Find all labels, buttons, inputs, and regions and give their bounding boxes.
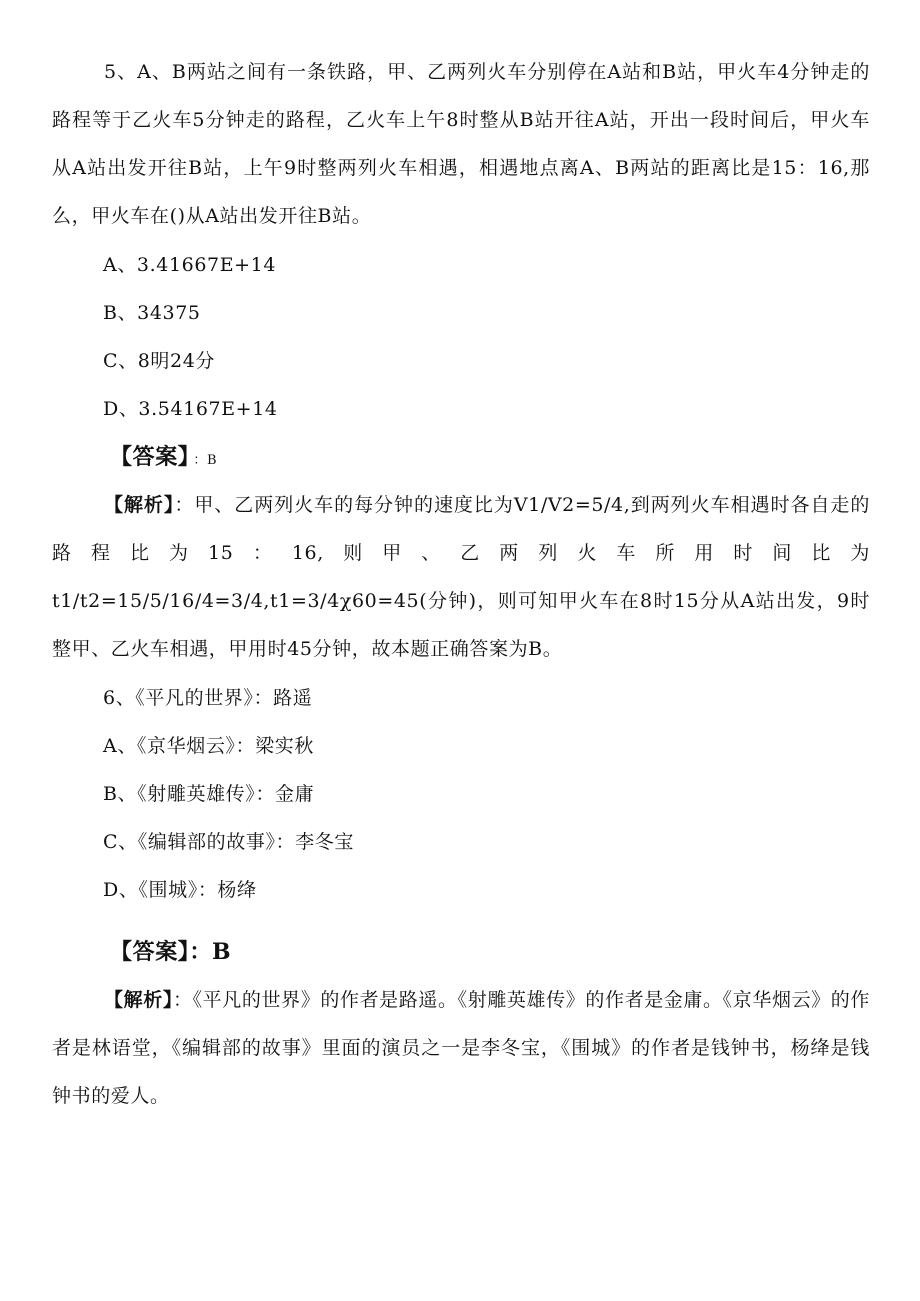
- q6-option-a: A、《京华烟云》：梁实秋: [103, 735, 314, 757]
- q6-analysis-label: 【解析】: [104, 989, 173, 1011]
- q6-answer-value: ：B: [189, 939, 232, 965]
- q5-analysis-text: ：甲、乙两列火车的每分钟的速度比为V1/V2=5/4,到两列火车相遇时各自走的路程比为15：16,则甲、乙两列火车所用时间比为t1/t2=15/5/16/4=3/4,t1=3/4χ60=45(分钟)，则可知甲火车在8时15分从A站出发，9时整甲、乙火车相遇，甲用时45分钟，故本题正确答案为B。: [52, 494, 870, 660]
- q5-option-d: D、3.54167E+14: [103, 398, 278, 420]
- q6-option-c: C、《编辑部的故事》：李冬宝: [103, 831, 354, 853]
- q5-answer-label: 【答案】: [110, 444, 190, 470]
- q5-analysis-label: 【解析】: [104, 494, 175, 516]
- q5-option-a: A、3.41667E+14: [103, 254, 277, 276]
- q6-stem: 6、《平凡的世界》：路遥: [103, 687, 313, 709]
- q5-option-c: C、8明24分: [103, 350, 216, 372]
- q6-option-d: D、《围城》：杨绛: [103, 879, 257, 901]
- q5-stem: 5、A、B两站之间有一条铁路，甲、乙两列火车分别停在A站和B站，甲火车4分钟走的路程等于乙火车5分钟走的路程，乙火车上午8时整从B站开往A站，开出一段时间后，甲火车从A站出发开往B站，上午9时整两列火车相遇，相遇地点离A、B两站的距离比是15：16,那么，甲火车在()从A站出发开往B站。: [52, 61, 870, 227]
- q5-answer: [110, 433, 217, 485]
- q6-analysis: [52, 976, 870, 1120]
- q6-answer: [110, 928, 231, 977]
- q6-analysis-text: ：《平凡的世界》的作者是路遥。《射雕英雄传》的作者是金庸。《京华烟云》的作者是林语堂，《编辑部的故事》里面的演员之一是李冬宝，《围城》的作者是钱钟书，杨绛是钱钟书的爱人。: [52, 989, 871, 1107]
- q5-option-b: B、34375: [103, 302, 201, 324]
- q5-answer-value: ：B: [193, 453, 218, 468]
- q5-analysis: [52, 481, 870, 673]
- q6-answer-label: 【答案】: [110, 939, 190, 965]
- q6-option-b: B、《射雕英雄传》：金庸: [103, 783, 315, 805]
